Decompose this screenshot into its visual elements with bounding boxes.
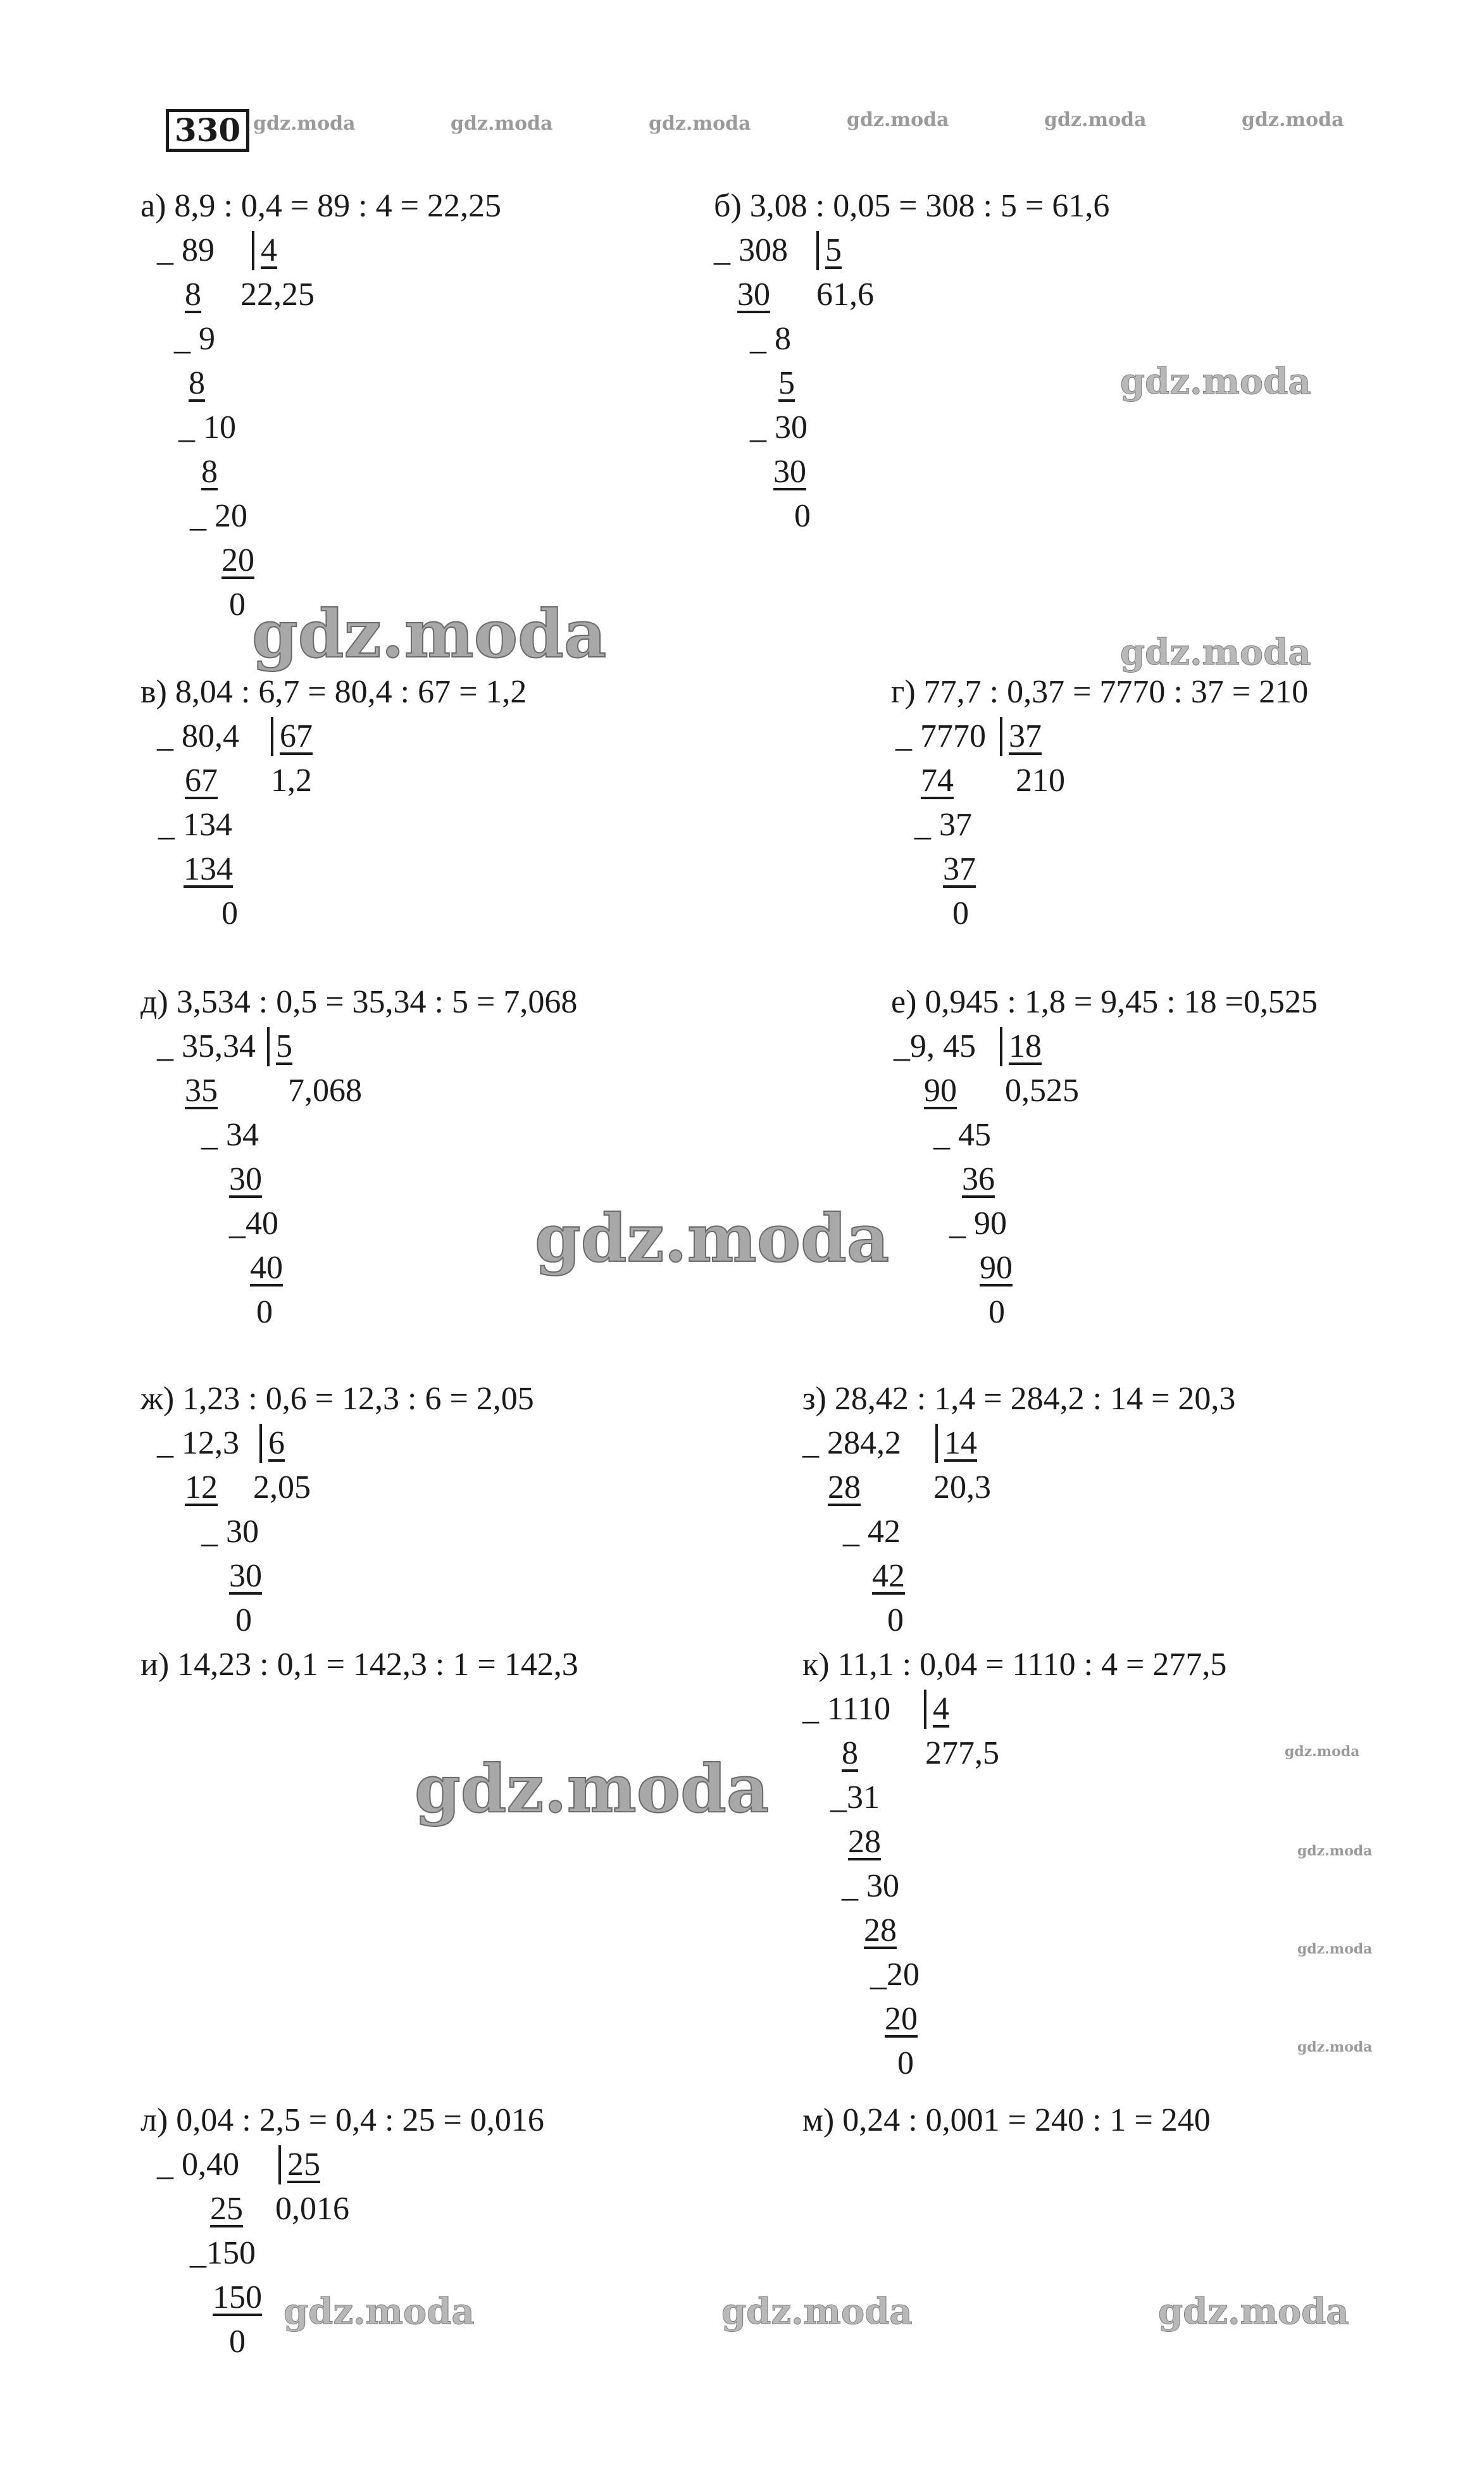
quotient-a: 22,25: [240, 277, 315, 313]
dividend-k: _ 1110: [802, 1691, 891, 1727]
dividend-l: _ 0,40: [157, 2146, 239, 2183]
watermark: gdz.moda: [252, 595, 607, 673]
dividend-b: _ 308: [714, 232, 788, 268]
step-k: 28: [864, 1912, 897, 1948]
watermark: gdz.moda: [1297, 2039, 1373, 2055]
step-d: 35: [185, 1073, 218, 1109]
step-v: 134: [184, 851, 233, 887]
step-k: _31: [830, 1779, 880, 1816]
step-zh: 30: [229, 1558, 262, 1594]
equation-e: е) 0,945 : 1,8 = 9,45 : 18 =0,525: [891, 984, 1318, 1020]
quotient-v: 1,2: [271, 763, 312, 799]
equation-v: в) 8,04 : 6,7 = 80,4 : 67 = 1,2: [140, 674, 527, 710]
step-a: 8: [185, 277, 201, 313]
step-d: _ 34: [201, 1117, 259, 1153]
watermark: gdz.moda: [451, 113, 553, 135]
dividend-g: _ 7770: [895, 718, 986, 754]
step-e: _ 90: [949, 1206, 1007, 1242]
step-v: 67: [185, 763, 218, 799]
equation-k: к) 11,1 : 0,04 = 1110 : 4 = 277,5: [802, 1647, 1227, 1683]
step-d: 0: [256, 1294, 273, 1330]
step-b: 0: [794, 498, 811, 534]
step-k: 20: [885, 2001, 918, 2037]
step-k: 0: [897, 2045, 914, 2081]
divisor-a: 4: [252, 231, 315, 270]
dividend-z: _ 284,2: [802, 1425, 901, 1461]
equation-l: л) 0,04 : 2,5 = 0,4 : 25 = 0,016: [140, 2102, 544, 2138]
watermark: gdz.moda: [1285, 1743, 1360, 1760]
divisor-k: 4: [924, 1690, 987, 1729]
step-a: _ 9: [174, 321, 215, 357]
step-k: 8: [842, 1735, 858, 1771]
divisor-d: 5: [267, 1027, 330, 1066]
step-e: 90: [980, 1250, 1013, 1286]
equation-d: д) 3,534 : 0,5 = 35,34 : 5 = 7,068: [140, 984, 578, 1020]
exercise-number: 330: [166, 109, 249, 152]
equation-b: б) 3,08 : 0,05 = 308 : 5 = 61,6: [714, 188, 1110, 224]
dividend-a: _ 89: [157, 232, 215, 268]
divisor-z: 14: [935, 1424, 1015, 1463]
step-d: 30: [229, 1161, 262, 1197]
step-l: _150: [190, 2235, 256, 2271]
dividend-d: _ 35,34: [157, 1028, 256, 1064]
dividend-e: _9, 45: [894, 1028, 976, 1064]
watermark: gdz.moda: [535, 1199, 890, 1277]
quotient-d: 7,068: [288, 1073, 362, 1109]
step-l: 150: [213, 2279, 262, 2315]
step-a: 8: [201, 454, 218, 490]
watermark: gdz.moda: [1297, 1843, 1373, 1859]
step-b: _ 8: [750, 321, 791, 357]
step-l: 0: [229, 2324, 246, 2360]
watermark: gdz.moda: [1120, 361, 1311, 402]
quotient-b: 61,6: [816, 277, 874, 313]
step-z: 28: [828, 1469, 861, 1505]
divisor-g: 37: [1000, 717, 1073, 756]
step-d: 40: [250, 1250, 283, 1286]
watermark: gdz.moda: [1297, 1941, 1373, 1957]
step-k: _20: [870, 1957, 920, 1993]
watermark: gdz.moda: [415, 1750, 770, 1828]
watermark: gdz.moda: [1120, 632, 1311, 673]
step-e: 36: [962, 1161, 995, 1197]
step-a: 0: [229, 587, 246, 623]
step-z: 42: [872, 1558, 905, 1594]
watermark: gdz.moda: [1158, 2291, 1349, 2333]
step-a: _ 10: [178, 409, 236, 445]
step-z: 0: [887, 1602, 904, 1638]
step-a: _ 20: [190, 498, 247, 534]
step-z: _ 42: [843, 1514, 901, 1550]
quotient-e: 0,525: [1005, 1073, 1079, 1109]
divisor-l: 25: [278, 2145, 352, 2184]
step-g: _ 37: [914, 807, 972, 843]
watermark: gdz.moda: [847, 109, 949, 131]
step-k: 28: [848, 1824, 881, 1860]
equation-a: а) 8,9 : 0,4 = 89 : 4 = 22,25: [140, 188, 501, 224]
equation-z: з) 28,42 : 1,4 = 284,2 : 14 = 20,3: [802, 1381, 1236, 1417]
equation-i: и) 14,23 : 0,1 = 142,3 : 1 = 142,3: [140, 1647, 578, 1683]
step-b: _ 30: [750, 409, 807, 445]
step-b: 5: [778, 365, 795, 401]
step-zh: _ 30: [201, 1514, 259, 1550]
step-v: _ 134: [158, 807, 232, 843]
watermark: gdz.moda: [721, 2291, 913, 2333]
step-g: 74: [921, 763, 954, 799]
step-e: 0: [988, 1294, 1005, 1330]
watermark: gdz.moda: [1242, 109, 1344, 131]
step-b: 30: [737, 277, 770, 313]
equation-m: м) 0,24 : 0,001 = 240 : 1 = 240: [802, 2102, 1211, 2138]
watermark: gdz.moda: [253, 113, 356, 135]
step-l: 25: [210, 2191, 243, 2227]
step-g: 0: [952, 895, 969, 931]
equation-zh: ж) 1,23 : 0,6 = 12,3 : 6 = 2,05: [140, 1381, 534, 1417]
step-g: 37: [943, 851, 976, 887]
step-d: _40: [229, 1206, 278, 1242]
watermark: gdz.moda: [649, 113, 751, 135]
step-v: 0: [221, 895, 238, 931]
watermark: gdz.moda: [1044, 109, 1147, 131]
equation-g: г) 77,7 : 0,37 = 7770 : 37 = 210: [891, 674, 1309, 710]
step-k: _ 30: [842, 1868, 899, 1904]
step-e: 90: [924, 1073, 957, 1109]
quotient-l: 0,016: [275, 2191, 349, 2227]
quotient-zh: 2,05: [253, 1469, 311, 1505]
quotient-z: 20,3: [933, 1469, 991, 1505]
divisor-e: 18: [1000, 1027, 1073, 1066]
step-b: 30: [773, 454, 806, 490]
step-a: 20: [221, 542, 254, 578]
step-e: _ 45: [933, 1117, 991, 1153]
quotient-k: 277,5: [925, 1735, 999, 1771]
dividend-v: _ 80,4: [157, 718, 239, 754]
divisor-b: 5: [816, 231, 880, 270]
step-a: 8: [189, 365, 205, 401]
divisor-zh: 6: [259, 1424, 323, 1463]
step-zh: 12: [185, 1469, 218, 1505]
divisor-v: 67: [271, 717, 332, 756]
dividend-zh: _ 12,3: [157, 1425, 239, 1461]
quotient-g: 210: [1016, 763, 1065, 799]
watermark: gdz.moda: [284, 2291, 475, 2333]
step-zh: 0: [235, 1602, 252, 1638]
